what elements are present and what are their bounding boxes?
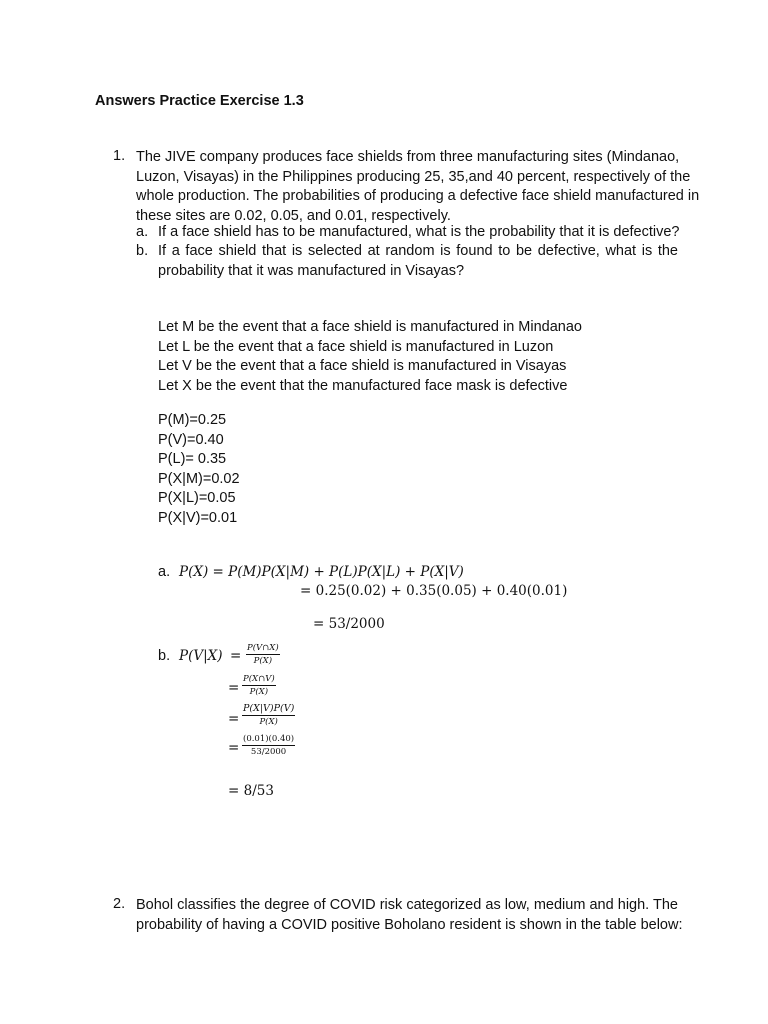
fraction-denominator: P(X) (253, 656, 273, 666)
solution-a-result: = 53/2000 (313, 616, 385, 632)
event-definition: Let L be the event that a face shield is manufactured in Luzon (158, 338, 554, 355)
fraction-numerator: P(X∩V) (243, 674, 275, 684)
event-definition: Let M be the event that a face shield is manufactured in Mindanao (158, 319, 582, 335)
equals-sign: = (228, 711, 240, 727)
solution-a-equation: P(X) = P(M)P(X|M) + P(L)P(X|L) + P(X|V) (179, 564, 464, 580)
solution-a-substitution: = 0.25(0.02) + 0.35(0.05) + 0.40(0.01) (300, 583, 568, 599)
event-definitions (158, 318, 582, 396)
question-2-text (136, 896, 683, 935)
probability-value: P(X|V)=0.01 (158, 509, 238, 526)
question-1-line: The JIVE company produces face shields from three manufacturing sites (Mindanao, (136, 149, 680, 165)
probability-value: P(M)=0.25 (158, 412, 227, 428)
fraction-bar (246, 654, 280, 655)
question-1-line: whole production. The probabilities of producing a defective face shield manufactured in (136, 188, 700, 204)
subquestion-b-line: If a face shield that is selected at random is found to be defective, what is the (158, 243, 678, 259)
fraction-bar (242, 685, 276, 686)
fraction-bar (242, 715, 295, 716)
fraction-4 (242, 734, 295, 757)
subquestion-b-text (158, 242, 678, 281)
question-1-text (136, 148, 700, 226)
subquestion-a-text: If a face shield has to be manufactured, what is the probability that it is defective? (158, 224, 680, 240)
question-number: 2. (113, 896, 126, 912)
solution-b-lhs: P(V|X) (179, 648, 223, 664)
equals-sign: = (228, 740, 240, 756)
probability-value: P(X|L)=0.05 (158, 490, 236, 506)
question-2-line: Bohol classifies the degree of COVID risk categorized as low, medium and high. The (136, 897, 678, 913)
probability-list (158, 411, 240, 528)
fraction-denominator: P(X) (259, 717, 278, 727)
fraction-numerator: P(V∩X) (247, 643, 279, 653)
event-definition: Let V be the event that a face shield is manufactured in Visayas (158, 358, 567, 374)
equals-sign: = (228, 680, 240, 696)
question-1-line: these sites are 0.02, 0.05, and 0.01, respectively. (136, 207, 451, 224)
fraction-denominator: P(X) (249, 687, 269, 697)
fraction-numerator: (0.01)(0.40) (243, 734, 295, 744)
subquestion-b-line: probability that it was manufactured in Visayas? (158, 262, 465, 279)
solution-b-result: = 8/53 (228, 783, 274, 799)
question-2-line: probability of having a COVID positive Boholano resident is shown in the table below: (136, 916, 683, 933)
fraction-2 (242, 674, 276, 697)
fraction-numerator: P(X|V)P(V) (243, 703, 295, 714)
equals-sign: = (230, 648, 242, 664)
solution-b-label: b. (158, 648, 171, 664)
subquestion-a-label: a. (136, 224, 149, 240)
probability-value: P(V)=0.40 (158, 431, 224, 448)
fraction-denominator: 53/2000 (250, 747, 287, 757)
probability-value: P(L)= 0.35 (158, 451, 227, 467)
fraction-bar (242, 745, 295, 746)
question-1-line: Luzon, Visayas) in the Philippines producing 25, 35,and 40 percent, respectively of the (136, 168, 691, 185)
solution-a-label: a. (158, 564, 171, 580)
probability-value: P(X|M)=0.02 (158, 470, 240, 487)
fraction-1 (246, 643, 280, 666)
event-definition: Let X be the event that the manufactured face mask is defective (158, 377, 568, 394)
page-title: Answers Practice Exercise 1.3 (95, 93, 304, 109)
subquestion-b-label: b. (136, 243, 149, 259)
question-number: 1. (113, 148, 126, 164)
fraction-3 (242, 703, 295, 727)
